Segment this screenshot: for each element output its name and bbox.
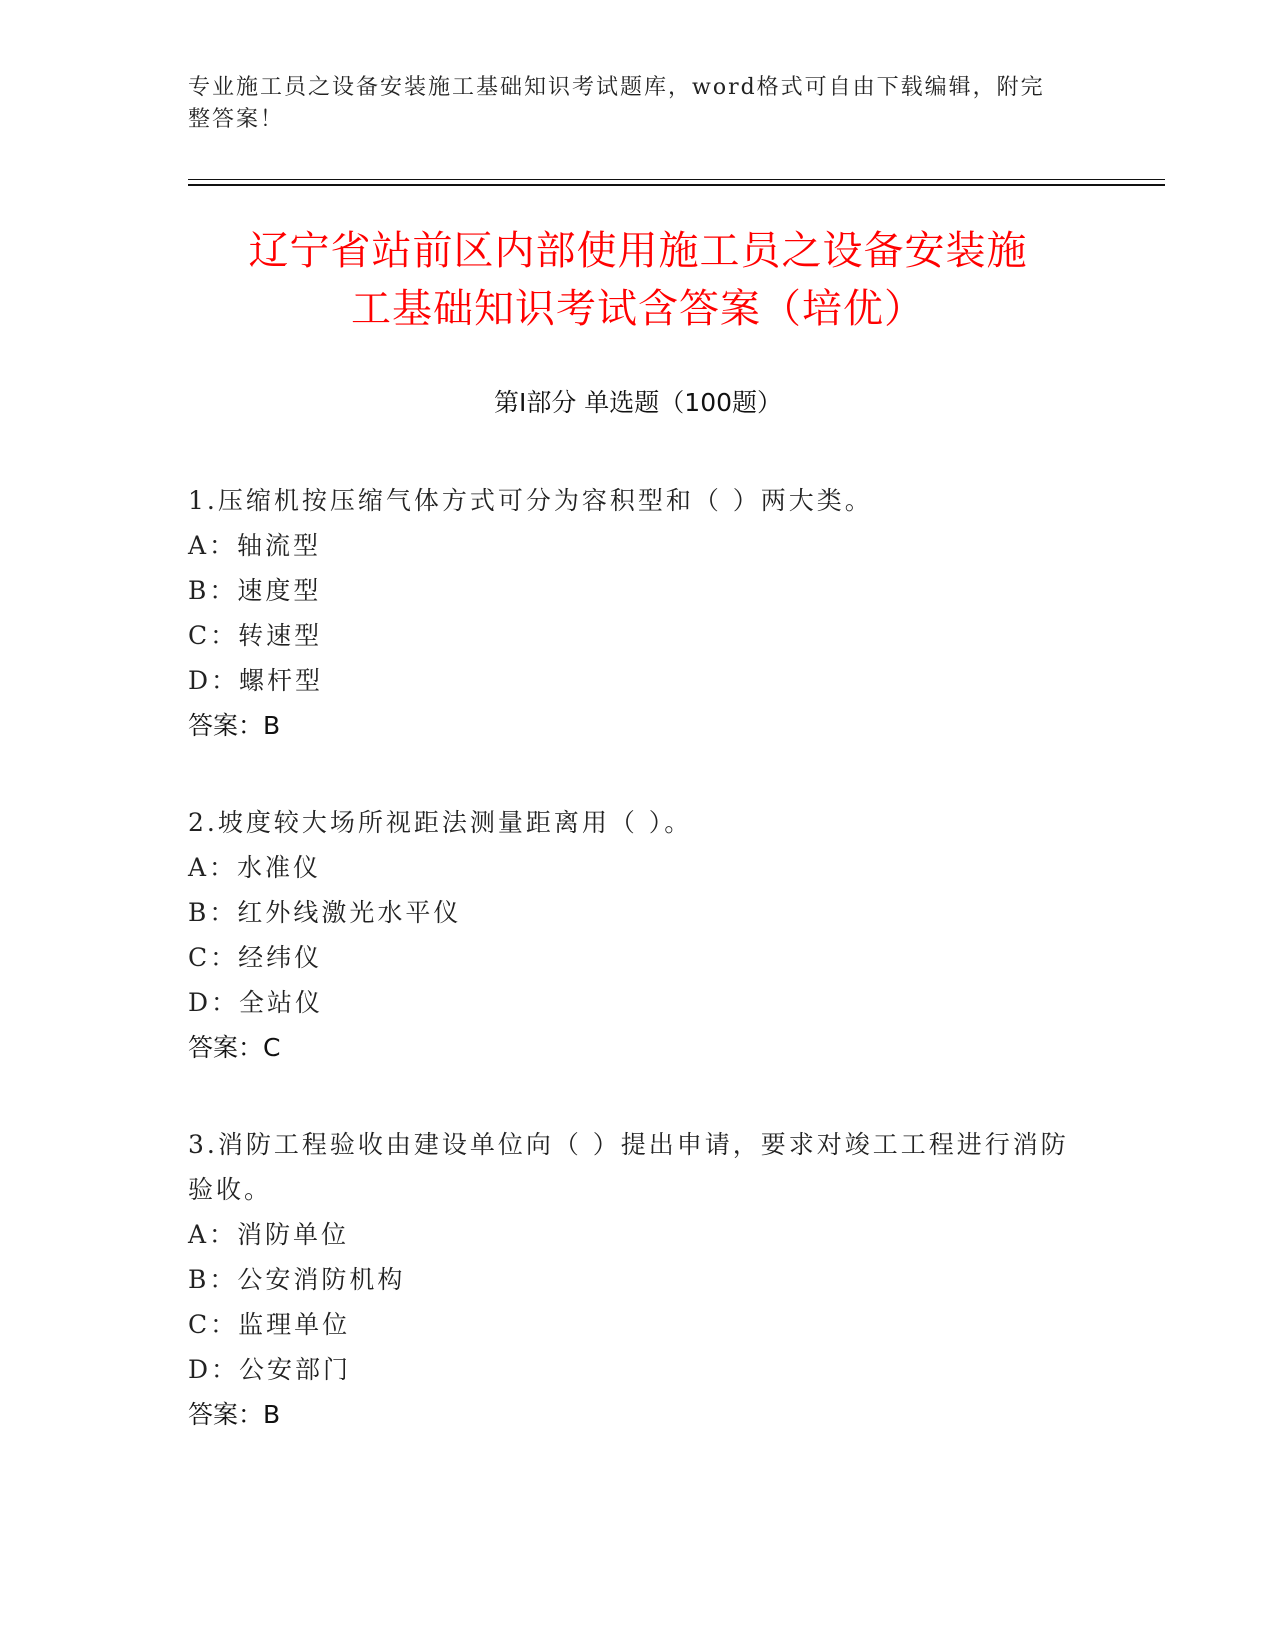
- question-list: [188, 478, 1088, 1489]
- question-stem: 1.压缩机按压缩气体方式可分为容积型和（ ）两大类。: [188, 486, 873, 515]
- option-b: B：公安消防机构: [188, 1265, 406, 1294]
- option-d: D：螺杆型: [188, 666, 324, 695]
- option-a: A：消防单位: [188, 1220, 350, 1249]
- option-c: C：经纬仪: [188, 943, 323, 972]
- section-title: 第Ⅰ部分 单选题（100题）: [493, 388, 783, 417]
- option-b: B：速度型: [188, 576, 322, 605]
- question-stem: 3.消防工程验收由建设单位向（ ）提出申请，要求对竣工工程进行消防验收。: [188, 1130, 1069, 1204]
- option-a: A：水准仪: [188, 853, 322, 882]
- question-answer: 答案：B: [188, 1400, 281, 1429]
- option-d: D：全站仪: [188, 988, 324, 1017]
- option-c: C：转速型: [188, 621, 323, 650]
- header-divider-thick: [188, 184, 1165, 186]
- option-d: D：公安部门: [188, 1355, 352, 1384]
- option-a: A：轴流型: [188, 531, 322, 560]
- question-stem: 2.坡度较大场所视距法测量距离用（ ）。: [188, 808, 693, 837]
- option-c: C：监理单位: [188, 1310, 351, 1339]
- document-title-line-1: 辽宁省站前区内部使用施工员之设备安装施: [248, 228, 1028, 274]
- document-title: [188, 222, 1088, 338]
- question-2: [188, 800, 1088, 1070]
- question-1: [188, 478, 1088, 748]
- header-divider: [188, 179, 1165, 180]
- header-note: 专业施工员之设备安装施工基础知识考试题库，word格式可自由下载编辑，附完整答案！: [188, 75, 1045, 132]
- question-answer: 答案：B: [188, 711, 281, 740]
- option-b: B：红外线激光水平仪: [188, 898, 462, 927]
- question-3: [188, 1122, 1088, 1437]
- question-answer: 答案：C: [188, 1033, 281, 1062]
- document-title-line-2: 工基础知识考试含答案（培优）: [351, 286, 925, 332]
